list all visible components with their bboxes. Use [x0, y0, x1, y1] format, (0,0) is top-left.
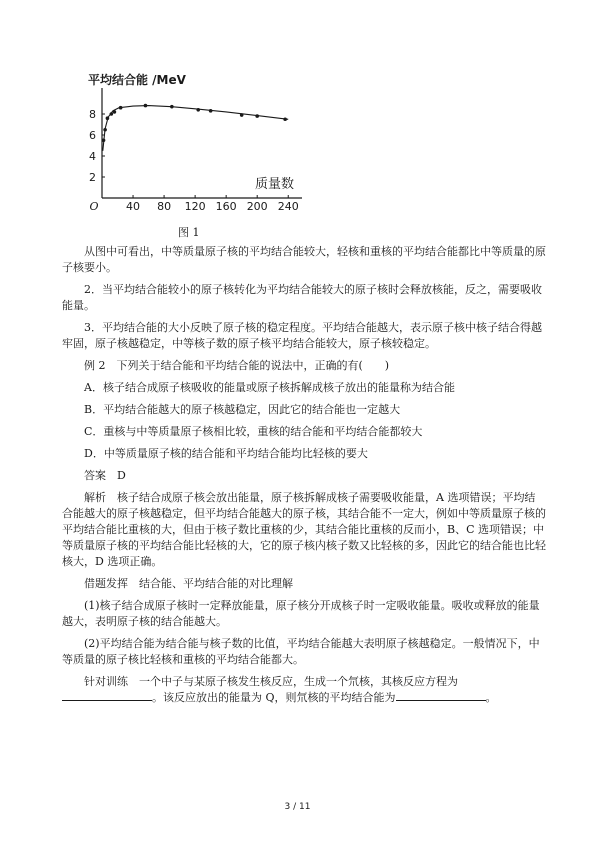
- paragraph-3: 3．平均结合能的大小反映了原子核的稳定程度。平均结合能越大，表示原子核中核子结合得越牢固，原子核越稳定，中等核子数的原子核平均结合能较大，原子核较稳定。: [62, 321, 542, 350]
- paragraph-2: 2．当平均结合能较小的原子核转化为平均结合能较大的原子核时会释放核能，反之，需要吸收能量。: [62, 283, 542, 312]
- trend-curve: [103, 106, 288, 151]
- text-body: [62, 244, 546, 712]
- x-axis-label: 质量数: [254, 177, 294, 192]
- data-point: [110, 112, 114, 116]
- data-point: [144, 104, 148, 108]
- origin-label: O: [89, 200, 99, 213]
- x-tick-label: 80: [157, 200, 172, 213]
- y-tick-label: 4: [89, 150, 96, 163]
- option-c: C．重核与中等质量原子核相比较，重核的结合能和平均结合能都较大: [84, 425, 423, 438]
- option-b: B．平均结合能越大的原子核越稳定，因此它的结合能也一定越大: [84, 403, 401, 416]
- y-tick-label: 8: [89, 108, 96, 121]
- tip-2: (2)平均结合能为结合能与核子数的比值，平均结合能越大表明原子核越稳定。一般情况下，中等质量的原子核比轻核和重核的平均结合能都大。: [62, 637, 540, 666]
- training-text-3: 。: [485, 691, 497, 704]
- data-point: [283, 117, 287, 121]
- answer-blank-2[interactable]: [396, 690, 486, 701]
- x-tick-label: 160: [215, 200, 237, 213]
- y-axis-label: 平均结合能 /MeV: [88, 73, 186, 87]
- data-point: [106, 116, 110, 120]
- y-tick-label: 6: [89, 129, 96, 142]
- data-point: [103, 128, 107, 132]
- tip-1: (1)核子结合成原子核时一定释放能量，原子核分开成核子时一定吸收能量。吸收或释放的能量越大，表明原子核的结合能越大。: [62, 599, 540, 628]
- x-tick-label: 120: [184, 200, 206, 213]
- data-point: [255, 114, 259, 118]
- training-exercise: [62, 674, 546, 706]
- x-tick-label: 40: [126, 200, 141, 213]
- answer: 答案 D: [84, 469, 126, 482]
- data-point: [102, 138, 106, 142]
- page-number: 3 / 11: [284, 802, 311, 812]
- training-text-1: 针对训练 一个中子与某原子核发生核反应，生成一个氘核，其核反应方程为: [84, 675, 458, 688]
- data-point: [170, 105, 174, 109]
- option-d: D．中等质量原子核的结合能和平均结合能均比轻核的要大: [84, 447, 368, 460]
- y-tick-label: 2: [89, 171, 96, 184]
- analysis: 解析 核子结合成原子核会放出能量，原子核拆解成核子需要吸收能量，A 选项错误；平均结合能越大的原子核越稳定，但平均结合能越大的原子核，其结合能不一定大，例如中等质量原子核的平均结合能比重核的大，但由于核子数比重核的少，其结合能比重核的反而小，B、C 选项错误；中等质量原子核的平均结合能比轻核的大，它的原子核内核子数又比轻核的多，因此它的结合能也比轻核大，D 选项正确。: [62, 491, 546, 568]
- answer-blank-1[interactable]: [62, 690, 152, 701]
- figure-caption: 图 1: [178, 226, 200, 239]
- data-point: [240, 113, 244, 117]
- x-tick-label: 200: [246, 200, 268, 213]
- tips-title: 借题发挥 结合能、平均结合能的对比理解: [84, 577, 293, 590]
- data-point: [119, 106, 123, 110]
- training-text-2: 。该反应放出的能量为 Q，则氘核的平均结合能为: [152, 691, 396, 704]
- chart-svg: [80, 70, 320, 220]
- data-point: [209, 109, 213, 113]
- paragraph-1: 从图中可看出，中等质量原子核的平均结合能较大，轻核和重核的平均结合能都比中等质量的原子核要小。: [62, 245, 546, 274]
- data-point: [113, 110, 117, 114]
- option-a: A．核子结合成原子核吸收的能量或原子核拆解成核子放出的能量称为结合能: [84, 381, 455, 394]
- data-point: [196, 108, 200, 112]
- example-question: 例 2 下列关于结合能和平均结合能的说法中，正确的有( ): [84, 359, 390, 372]
- binding-energy-chart: [80, 70, 320, 220]
- x-tick-label: 240: [277, 200, 299, 213]
